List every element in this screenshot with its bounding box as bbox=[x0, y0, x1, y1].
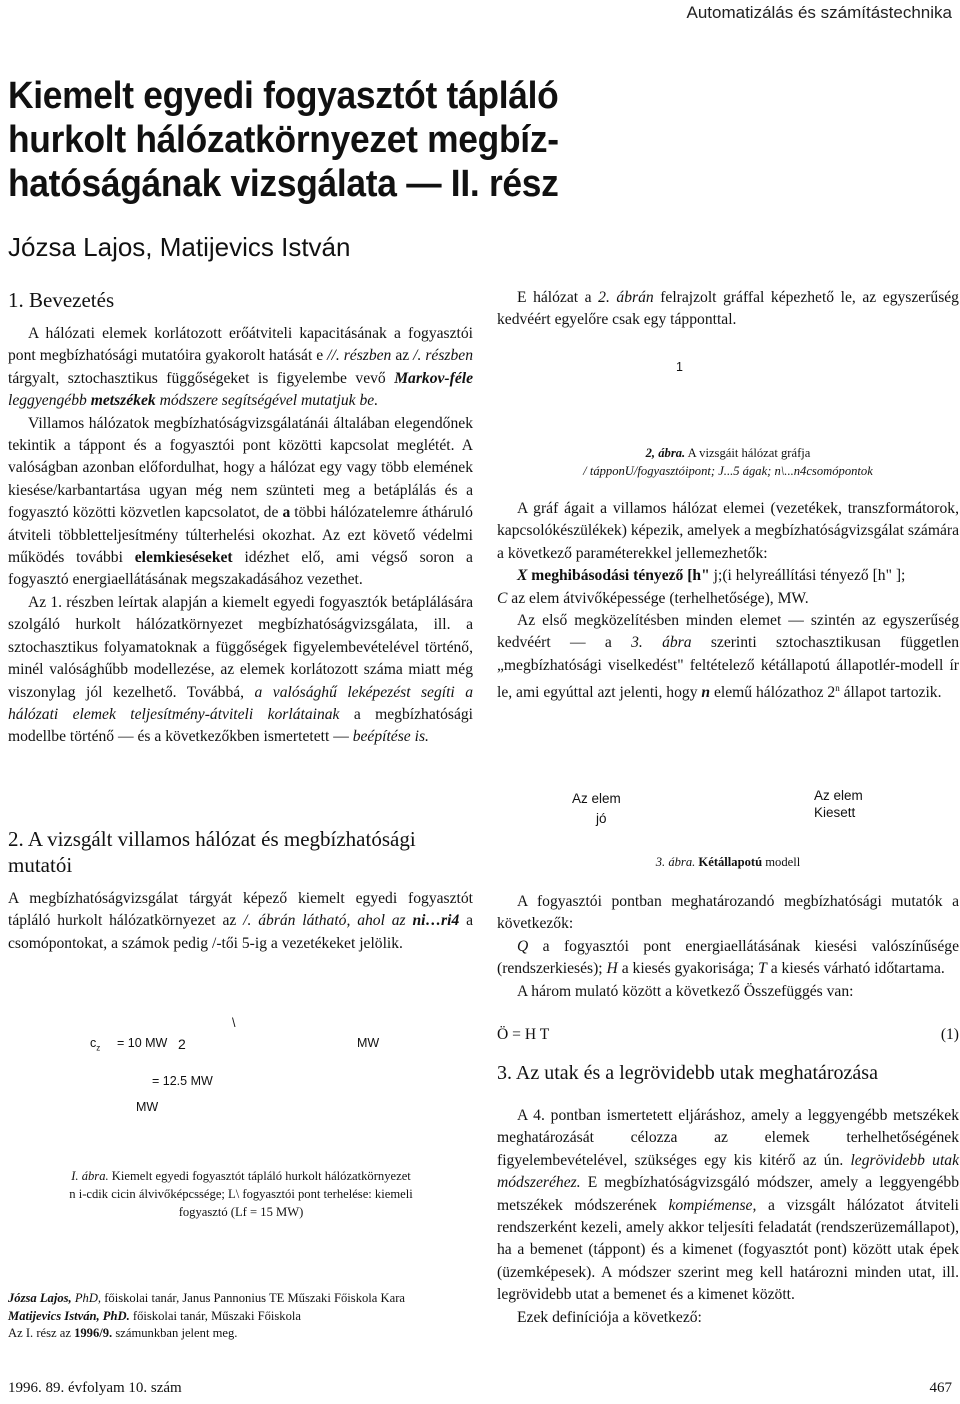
fig1-label-cz: $c_z$ bbox=[90, 1036, 101, 1053]
right-intro: E hálózat a 2. ábrán felrajzolt gráffal képezhető le, az egyszerűség kedvéért egyelőre csak egy tápponttal. bbox=[497, 289, 959, 329]
author-footnote: Józsa Lajos, PhD, főiskolai tanár, Janus Pannonius TE Műszaki Főiskola Kara Matijevics István, PhD. főiskolai tanár, Műszaki Főiskola Az I. rész az 1996/9. számunkban jelent meg. bbox=[8, 1291, 405, 1340]
fig1-label-backslash: \ bbox=[232, 1016, 236, 1030]
fig3-state-failed: Az elem Kiesett bbox=[814, 788, 863, 820]
right-paragraph-7: A 4. pontban ismertetett eljáráshoz, amely a leggyengébb metszékek meghatározását célozza az elemek terhelhetőségének figyelembevételével, szükséges egy kis kitérő az ún. legrövidebb utak módszeréhez. E megbízhatóságvizsgáló módszer, amely a leggyengébb metszékek módszerének kompiémense, a vizsgált hálózatot átviteli rendszerként kezeli, amely akkor teljesíti feladatát (rendszerüzemállapot), ha a bemenet (táppont) és a kimenet (fogyasztót pont) között utak épek (üzemképesek). A módszer szerint meg kell határozni minden utat, ill. legrövidebb utat a bemenet és a kimenet között. bbox=[497, 1107, 959, 1304]
footer-issue: 1996. 89. évfolyam 10. szám bbox=[8, 1380, 182, 1396]
fig1-label-capacity-12-5: = 12.5 MW bbox=[152, 1074, 213, 1088]
right-paragraph-8: Ezek definíciója a következő: bbox=[517, 1308, 702, 1326]
right-paragraph-6: A három mulató között a következő Összefüggés van: bbox=[517, 982, 854, 1000]
figure2-caption: 2, ábra. A vizsgáit hálózat gráfja / tápponU/fogyasztóipont; J...5 ágak; n\...n4csomópontok bbox=[583, 446, 873, 478]
right-paragraph-3: Az első megközelítésben minden elemet — szintén az egyszerűség kedvéért — a 3. ábra szerinti sztochasztikusan független „megbízhatósági viselkedést" feltételező kétállapotú állapotlér-modell ír le, ami egyúttal azt jelenti, hogy n elemű hálózathoz 2$^n$ állapot tartozik. bbox=[497, 612, 959, 702]
section1-paragraph-2: Villamos hálózatok megbízhatóságvizsgálatánái általában elegendőnek tekintik a táppont és a fogyasztói pont közötti kapcsolat meglétét. A valóságban azonban előfordulhat, hogy a hálózat egy vagy több elemének kiesése/karbantartása ugyan még nem szünteti meg a betáplálás és a fogyasztó közötti közvetlen kapcsolatot, de a többi hálózatelemre átháruló átviteli többletteljesítmény túlterhelési okozhat. Az ezt követő védelmi működés további elemkieséseket idézhet elő, ami végső soron a fogyasztó energiaellátásának megszakadásához vezethet. bbox=[8, 414, 473, 589]
section1-heading: 1. Bevezetés bbox=[8, 288, 115, 312]
figure3-caption: 3. ábra. Kétállapotú modell bbox=[655, 855, 801, 869]
running-header: Automatizálás és számítástechnika bbox=[686, 3, 952, 22]
fig1-label-capacity-10: = 10 MW bbox=[117, 1036, 168, 1050]
section3-heading: 3. Az utak és a legrövidebb utak meghatározása bbox=[497, 1062, 878, 1084]
section1-paragraph-1: A hálózati elemek korlátozott erőátviteli kapacitásának a fogyasztói pont megbízhatósági mutatóira gyakorolt hatását e //. részben az /. részben tárgyalt, sztochasztikus függőségeket is figyelembe vevő Markov-féle leggyengébb metszékek módszere segítségével mutatjuk be. bbox=[8, 325, 474, 410]
article-authors: Józsa Lajos, Matijevics István bbox=[8, 232, 351, 262]
right-paragraph-1: A gráf ágait a villamos hálózat elemei (vezetékek, transzformátorok, kapcsolókészülékek) képezik, amelyek a megbízhatóságvizsgálat számára a következő paraméterekkel jellemezhetők: bbox=[497, 500, 959, 562]
section2-body bbox=[8, 888, 473, 955]
right-body-1 bbox=[497, 498, 959, 705]
fig1-label-mw-bottom: MW bbox=[136, 1100, 159, 1114]
section1-body bbox=[8, 323, 473, 749]
right-paragraph-2: X meghibásodási tényező [h" j;(i helyreállítási tényező [h" ]; C az elem átvivőképessége (terhelhetősége), MW. bbox=[497, 567, 906, 607]
footer-page-number: 467 bbox=[929, 1380, 952, 1396]
title-line-1: Kiemelt egyedi fogyasztót tápláló bbox=[8, 75, 559, 117]
right-paragraph-4: A fogyasztói pontban meghatározandó megbízhatósági mutatók a következők: bbox=[497, 893, 959, 933]
section2-heading: 2. A vizsgált villamos hálózat és megbízhatósági mutatói bbox=[8, 827, 416, 877]
article-title bbox=[8, 74, 566, 206]
section1-paragraph-3: Az 1. részben leírtak alapján a kiemelt egyedi fogyasztók betáplálására szolgáló hurkolt hálózatkörnyezet megbízhatóságvizsgálata, ill. a sztochasztikus folyamatoknak a függőségek figyelembevételével történő, minél valósághűbb modellezése, az elemek korlátozott száma miatt még viszonylag jól kezelhető. Továbbá, a valósághű leképezést segíti a hálózati elemek teljesítmény-átviteli korlátainak a megbízhatósági modellbe történő — és a következőkben ismertetett — beépítése is. bbox=[8, 593, 473, 746]
title-line-3: hatóságának vizsgálata — II. rész bbox=[8, 163, 559, 205]
section2-paragraph-1: A megbízhatóságvizsgálat tárgyát képező kiemelt egyedi fogyasztót tápláló hurkolt hálózatkörnyezet az /. ábrán látható, ahol az ni…ri4 a csomópontokat, a számok pedig /-tői 5-ig a vezetékeket jelölik. bbox=[8, 890, 473, 952]
figure1-caption: I. ábra. Kiemelt egyedi fogyasztót tápláló hurkolt hálózatkörnyezet n i-cdik cicin álvivőképcssége; L\ fogyasztói pont terhelése: kiemeli fogyasztó (Lf = 15 MW) bbox=[69, 1169, 413, 1219]
fig1-label-2: 2 bbox=[178, 1036, 186, 1052]
fig2-node-label: 1 bbox=[676, 360, 683, 374]
title-line-2: hurkolt hálózatkörnyezet megbíz- bbox=[8, 119, 559, 161]
equation-1: Ö = H T (1) bbox=[497, 1026, 959, 1043]
fig1-label-mw-right: MW bbox=[357, 1036, 380, 1050]
right-paragraph-5: Q a fogyasztói pont energiaellátásának kiesési valószínűsége (rendszerkiesés); H a kiesés gyakorisága; T a kiesés várható időtartama. bbox=[497, 937, 959, 978]
fig3-state-good: Az elem jó bbox=[572, 791, 621, 826]
right-body-2 bbox=[497, 891, 959, 1003]
right-body-3 bbox=[497, 1105, 959, 1329]
